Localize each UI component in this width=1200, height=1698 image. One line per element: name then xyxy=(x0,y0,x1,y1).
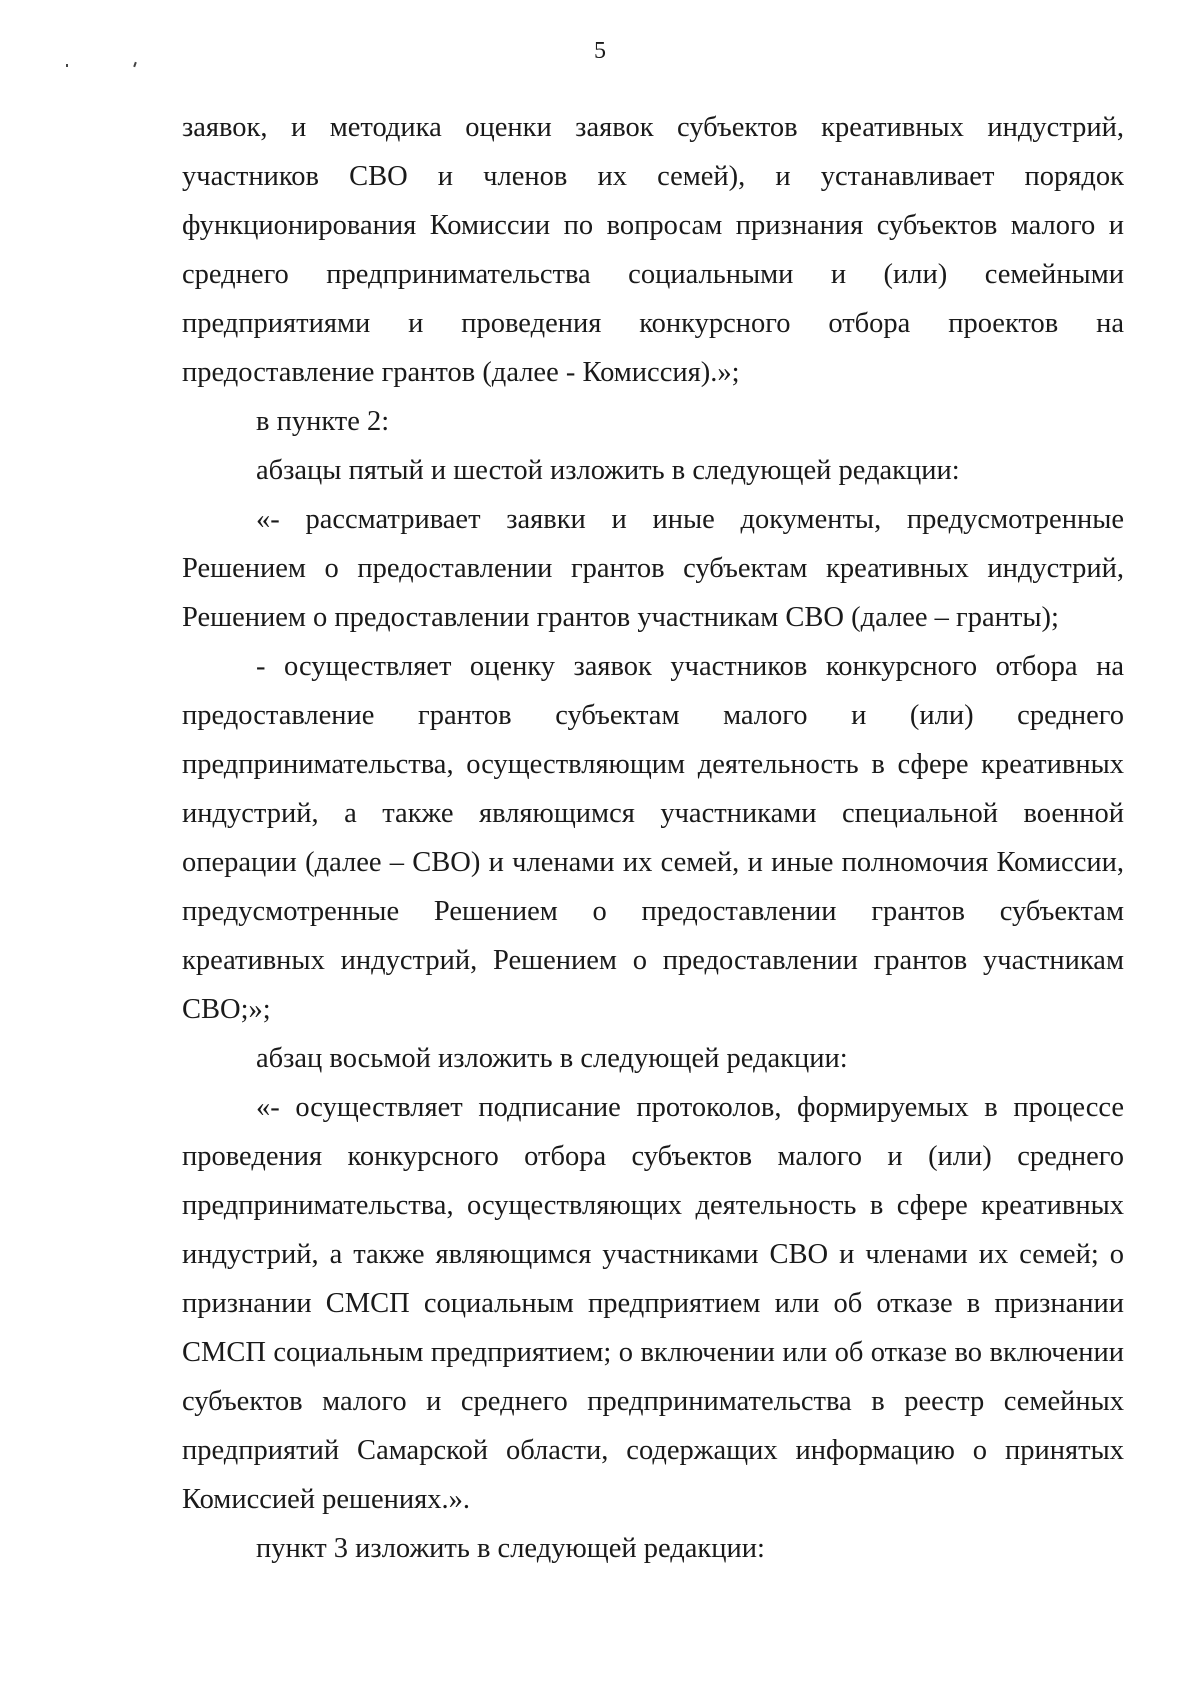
paragraph: «- осуществляет подписание протоколов, формируемых в процессе проведения конкурсного отбора субъектов малого и (или) среднего предпринимательства, осуществляющих деятельность в сфере креативных индустрий, а также являющимся участниками СВО и членами их семей; о признании СМСП социальным предприятием или об отказе в признании СМСП социальным предприятием; о включении или об отказе во включении субъектов малого и среднего предпринимательства в реестр семейных предприятий Самарской области, содержащих информацию о принятых Комиссией решениях.». xyxy=(182,1092,1124,1515)
paragraph: пункт 3 изложить в следующей редакции: xyxy=(256,1533,765,1564)
paragraph: - осуществляет оценку заявок участников конкурсного отбора на предоставление грантов субъектам малого и (или) среднего предпринимательства, осуществляющим деятельность в сфере креативных индустрий, а также являющимся участниками специальной военной операции (далее – СВО) и членами их семей, и иные полномочия Комиссии, предусмотренные Решением о предоставлении грантов субъектам креативных индустрий, Решением о предоставлении грантов участникам СВО;»; xyxy=(182,651,1124,1025)
page-number: 5 xyxy=(594,38,606,64)
paragraph: абзацы пятый и шестой изложить в следующей редакции: xyxy=(256,455,960,486)
document-body xyxy=(182,103,1124,1573)
paragraph: «- рассматривает заявки и иные документы, предусмотренные Решением о предоставлении грантов субъектам креативных индустрий, Решением о предоставлении грантов участникам СВО (далее – гранты); xyxy=(182,504,1124,633)
paragraph: заявок, и методика оценки заявок субъектов креативных индустрий, участников СВО и членов их семей), и устанавливает порядок функционирования Комиссии по вопросам признания субъектов малого и среднего предпринимательства социальными и (или) семейными предприятиями и проведения конкурсного отбора проектов на предоставление грантов (далее - Комиссия).»; xyxy=(182,112,1124,388)
scan-mark xyxy=(66,64,68,67)
paragraph: в пункте 2: xyxy=(256,406,390,437)
paragraph: абзац восьмой изложить в следующей редакции: xyxy=(256,1043,848,1074)
